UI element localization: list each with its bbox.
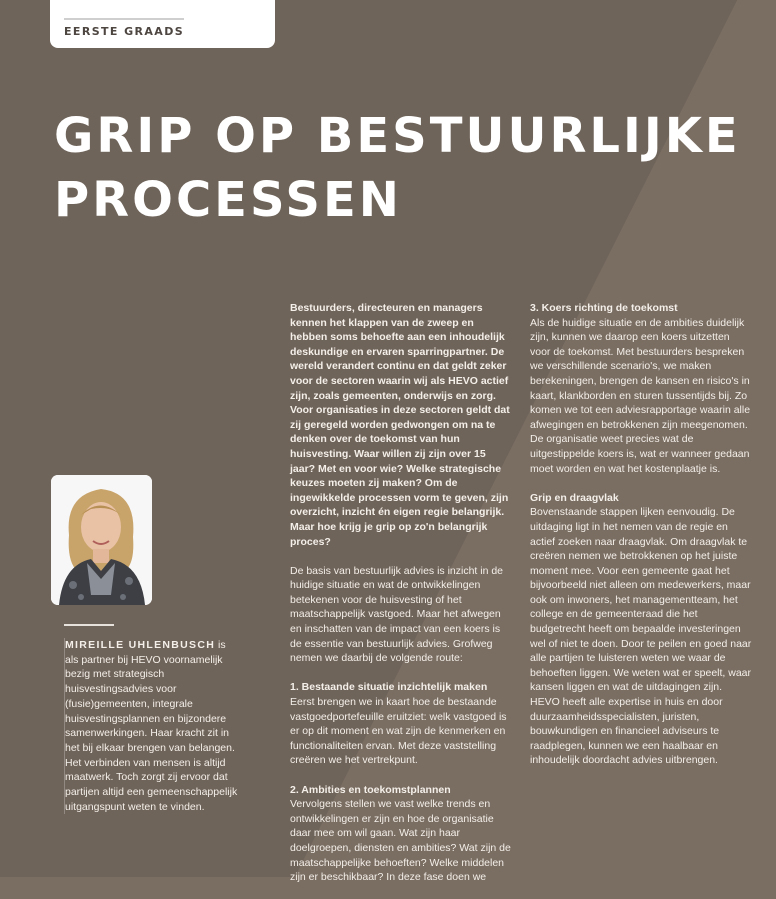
intro-paragraph: De basis van bestuurlijk advies is inzicht in de huidige situatie en wat de ontwikkelingen betekenen voor de huisvesting of het maatschappelijk vastgoed. Maar het afwegen en inschatten van de impact van een koers is de essentie van bestuurlijk advies. Grofweg nemen we daarbij de volgende route: — [290, 564, 504, 665]
section-1-body: Eerst brengen we in kaart hoe de bestaande vastgoedportefeuille eruitziet: welk vastgoed is er op dit moment en wat zijn de kenmerken en functionaliteiten ervan. Met deze vaststelling creëren we het vertrekpunt. — [290, 696, 507, 767]
section-3-body: Als de huidige situatie en de ambities duidelijk zijn, kunnen we daarop een koers uitzetten voor de toekomst. Met bestuurders bespreken we verschillende scenario's, we maken berekeningen, brengen de kansen en risico's in kaart, klankborden en sturen tussentijds bij. Zo komen we tot een adviesrapportage waarin alle afwegingen en betrokkenen zijn meegenomen. De organisatie weet precies wat de uitgestippelde koers is, wat er wanneer gedaan moet worden en wat het kostenplaatje is. — [530, 316, 751, 475]
tag-rule — [64, 18, 184, 20]
title-line-1: GRIP OP BESTUURLIJKE — [54, 108, 741, 164]
section-1-heading: 1. Bestaande situatie inzichtelijk maken — [290, 681, 488, 694]
article-column-2 — [530, 301, 752, 783]
section-3-heading: 3. Koers richting de toekomst — [530, 302, 678, 314]
author-bio-text: is als partner bij HEVO voornamelijk bezig met strategisch huisvestingsadvies voor (fusie)gemeenten, integrale huisvestingsplannen en bijzondere samenwerkingen. Haar kracht zit in het bij elkaar brengen van belangen. Het verbinden van mensen is altijd maatwerk. Toch zorgt zij ervoor dat partijen altijd een gemeenschappelijk uitgangspunt weten te vinden. — [65, 639, 238, 813]
article-column-1 — [290, 301, 512, 899]
section-tag-label: EERSTE GRAADS — [64, 25, 185, 38]
section-2-body: Vervolgens stellen we vast welke trends en ontwikkelingen er zijn en hoe de organisatie daar mee om wil gaan. Wat zijn haar doelgroepen, diensten en ambities? Wat zijn de maatschappelijke behoeften? Welke middelen zijn er beschikbaar? In deze fase doen we — [290, 798, 511, 884]
section-4-heading: Grip en draagvlak — [530, 491, 619, 504]
portrait-photo — [51, 475, 152, 605]
section-2-heading: 2. Ambities en toekomstplannen — [290, 783, 451, 796]
lead-paragraph: Bestuurders, directeuren en managers kennen het klappen van de zweep en hebben soms behoefte aan een inhoudelijk deskundige en ervaren sparringpartner. De wereld verandert continu en dat geldt zeker voor de sectoren waarin wij als HEVO actief zijn, zoals gemeenten, onderwijs en zorg. Voor organisaties in deze sectoren geldt dat zij geregeld worden gedwongen om na te denken over de toekomst van hun huisvesting. Waar willen zij zijn over 15 jaar? Met en voor wie? Welke strategische keuzes moeten zij maken? Om de ingewikkelde processen vorm te geven, zijn overzicht, inzicht én eigen regie belangrijk. Maar hoe krijg je grip op zo'n belangrijk proces? — [290, 302, 510, 548]
bio-rule — [64, 624, 114, 626]
author-name: MIREILLE UHLENBUSCH — [65, 639, 216, 651]
portrait-illustration — [51, 475, 152, 605]
section-4-body: Bovenstaande stappen lijken eenvoudig. De uitdaging ligt in het nemen van de regie en actief zoeken naar draagvlak. Om draagvlak te creëren nemen we betrokkenen op het juiste moment mee. Voor een gemeente gaat het bijvoorbeeld niet alleen om medewerkers, maar ook om inwoners, het managementteam, het college en de gemeenteraad die het budgetrecht heeft om bepaalde investeringen wel of niet te doen. Door te peilen en goed naar alle partijen te luisteren weten we waar de behoeften liggen. We weten wat er speelt, waar kansen liggen en wat de uitdagingen zijn. HEVO heeft alle expertise in huis en door duurzaamheidsspecialisten, juristen, bouwkundigen en financieel adviseurs te raadplegen, kunnen we een haalbaar en inhoudelijk doordacht advies uitbrengen. — [530, 506, 752, 767]
section-tag — [50, 0, 275, 48]
article-title — [54, 104, 754, 232]
title-line-2: PROCESSEN — [54, 172, 402, 228]
author-bio — [64, 638, 240, 814]
